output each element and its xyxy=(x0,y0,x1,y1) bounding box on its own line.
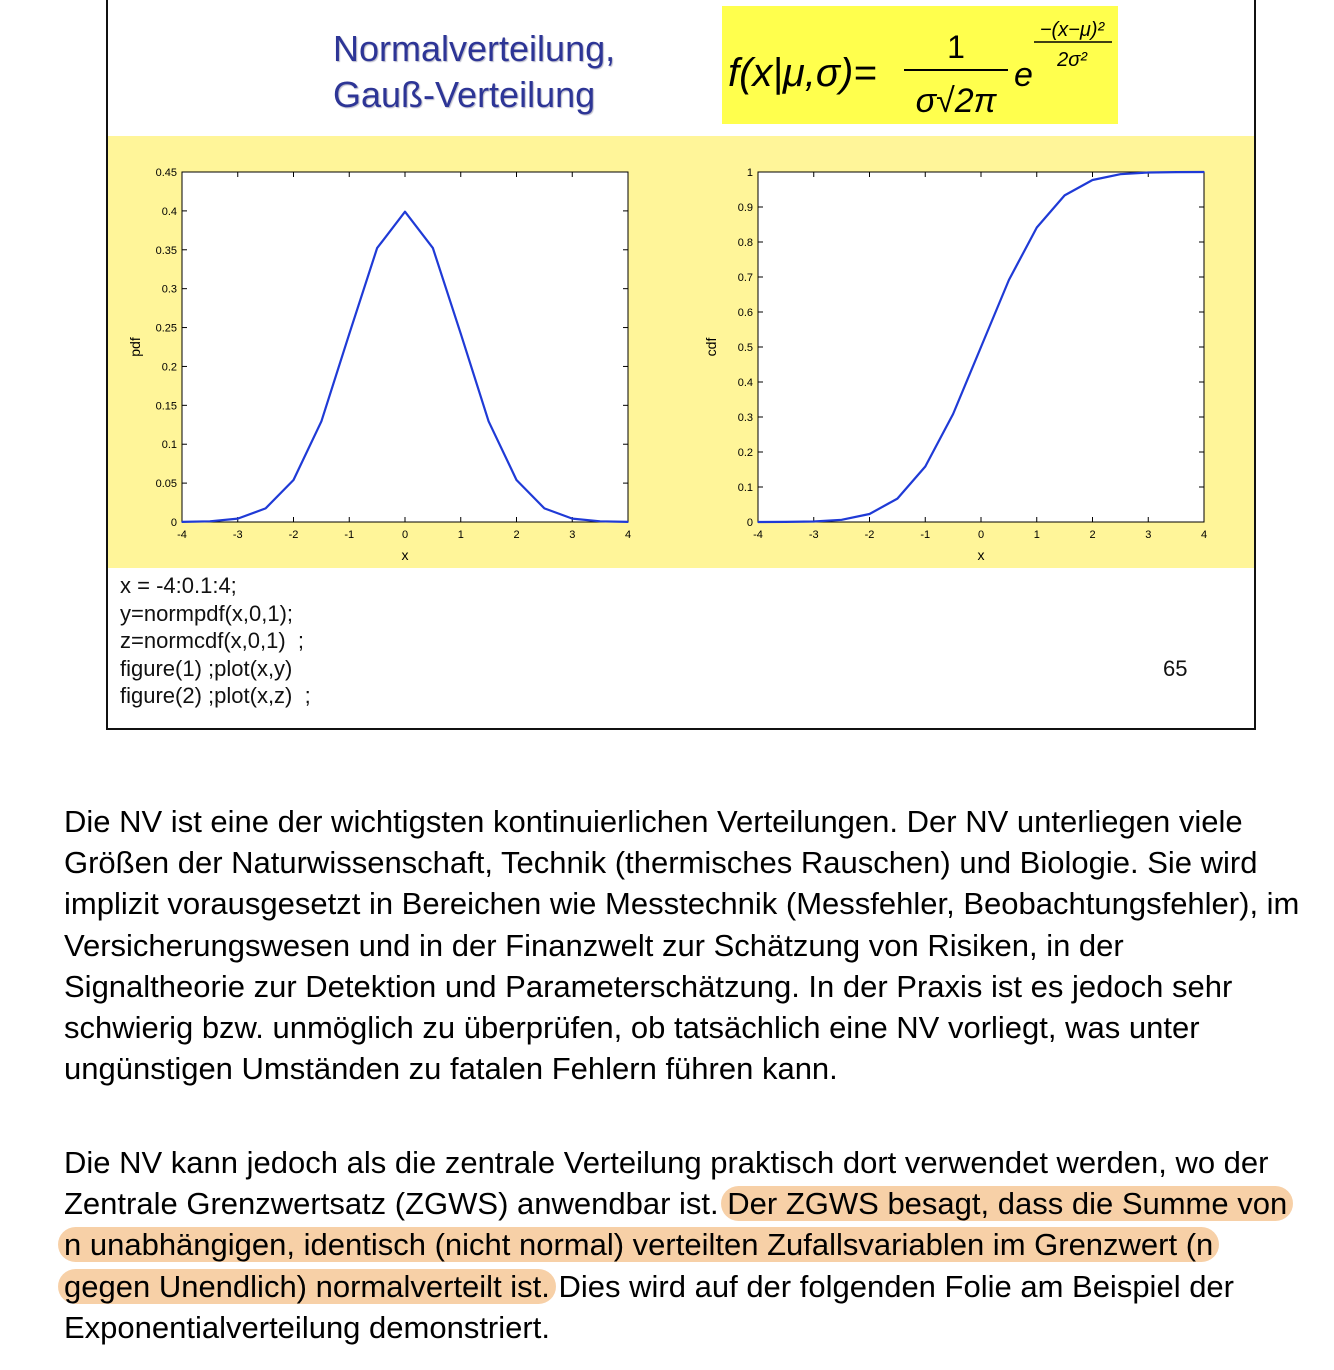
code-line: figure(1) ;plot(x,y) xyxy=(120,655,293,681)
formula-lhs: f(x|μ,σ)= xyxy=(728,51,877,95)
x-tick-label: -4 xyxy=(177,529,187,541)
y-tick-label: 0.1 xyxy=(737,482,753,494)
cdf-chart xyxy=(690,150,1230,570)
formula-box xyxy=(722,6,1118,124)
data-point xyxy=(571,518,573,520)
y-tick-label: 0.9 xyxy=(737,202,753,214)
x-tick-label: -1 xyxy=(920,529,931,541)
y-tick-label: 0.1 xyxy=(161,439,177,452)
y-tick-label: 0.8 xyxy=(737,237,753,249)
data-point xyxy=(488,420,490,422)
x-axis-label: x xyxy=(401,547,409,563)
data-point xyxy=(237,518,239,520)
code-line: y=normpdf(x,0,1); xyxy=(120,600,294,626)
x-tick-label: -3 xyxy=(808,529,819,541)
slide-title-line2: Gauß-Verteilung xyxy=(333,74,596,115)
x-tick-label: 1 xyxy=(457,529,464,541)
matlab-code xyxy=(120,572,311,710)
formula-exp-denominator: 2σ² xyxy=(1057,49,1087,71)
x-tick-label: -4 xyxy=(753,529,763,541)
formula-exp-numerator: −(x−μ)² xyxy=(1039,19,1105,41)
data-point xyxy=(599,521,601,523)
x-tick-label: 1 xyxy=(1033,529,1040,541)
x-tick-label: 0 xyxy=(977,529,985,541)
x-axis-label: x xyxy=(977,547,985,563)
page-number: 65 xyxy=(1163,656,1188,681)
data-point xyxy=(209,521,211,523)
y-tick-label: 0.35 xyxy=(155,244,177,257)
data-point xyxy=(1147,172,1149,174)
y-tick-label: 0.2 xyxy=(161,361,177,374)
data-point xyxy=(897,498,899,500)
y-axis-label: cdf xyxy=(703,337,719,357)
y-tick-label: 1 xyxy=(746,167,753,179)
x-tick-label: -2 xyxy=(288,529,299,541)
data-point xyxy=(841,519,843,521)
formula-base: e xyxy=(1014,56,1033,94)
x-tick-label: 0 xyxy=(401,529,409,541)
data-point xyxy=(813,521,815,523)
x-tick-label: 3 xyxy=(569,529,576,541)
y-tick-label: 0.4 xyxy=(737,377,753,389)
data-point xyxy=(348,333,350,335)
y-tick-label: 0.3 xyxy=(737,412,753,424)
y-tick-label: 0.4 xyxy=(161,205,177,218)
pdf-chart xyxy=(110,150,650,570)
code-line: figure(2) ;plot(x,z) ; xyxy=(120,683,311,708)
highlighted-text: Der ZGWS besagt, dass die Summe von n unabhängigen, identisch (nicht normal) verteilten Zufallsvariablen im Grenzwert (n gegen Unendlich) normalverteilt ist. xyxy=(58,1186,1293,1303)
x-tick-label: 2 xyxy=(1089,529,1096,541)
y-tick-label: 0.3 xyxy=(161,283,177,296)
x-tick-label: -3 xyxy=(232,529,243,541)
data-point xyxy=(1175,171,1177,173)
x-tick-label: 2 xyxy=(513,529,520,541)
x-tick-label: 3 xyxy=(1145,529,1152,541)
data-point xyxy=(516,479,518,481)
data-point xyxy=(1092,179,1094,181)
data-point xyxy=(1036,227,1038,229)
slide-title xyxy=(333,26,615,118)
y-tick-label: 0.6 xyxy=(737,307,753,319)
y-tick-label: 0 xyxy=(746,517,753,529)
x-tick-label: -1 xyxy=(344,529,355,541)
data-point xyxy=(785,521,787,523)
data-point xyxy=(757,521,759,523)
y-tick-label: 0.5 xyxy=(737,342,753,354)
code-line: x = -4:0.1:4; xyxy=(120,573,237,598)
y-tick-label: 0.7 xyxy=(737,272,753,284)
paragraph-2-text: Die NV kann jedoch als die zentrale Verteilung praktisch dort verwendet werden, wo der Zentrale Grenzwertsatz (ZGWS) anwendbar ist. xyxy=(64,1145,1269,1222)
normal-pdf-formula xyxy=(722,6,1118,124)
y-tick-label: 0 xyxy=(170,517,177,529)
formula-denominator: σ√2π xyxy=(915,82,997,120)
data-point xyxy=(321,420,323,422)
data-point xyxy=(980,346,982,348)
code-line: z=normcdf(x,0,1) ; xyxy=(120,628,305,653)
data-point xyxy=(432,247,434,249)
data-point xyxy=(627,521,629,523)
data-point xyxy=(1203,171,1205,173)
plot-area xyxy=(182,172,628,522)
y-tick-label: 0.25 xyxy=(155,322,177,335)
x-tick-label: 4 xyxy=(624,529,632,541)
paragraph-2-text-end: Dies wird auf der folgenden Folie am Beispiel der Exponentialverteilung demonstriert. xyxy=(64,1268,1234,1345)
data-point xyxy=(952,413,954,415)
y-tick-label: 0.15 xyxy=(155,400,177,413)
y-axis-label: pdf xyxy=(127,337,143,357)
x-tick-label: -2 xyxy=(864,529,875,541)
body-paragraph-1: Die NV ist eine der wichtigsten kontinuierlichen Verteilungen. Der NV unterliegen viele Größen der Naturwissenschaft, Technik (thermisches Rauschen) und Biologie. Sie wird implizit vorausgesetzt in Bereichen wie Messtechnik (Messfehler, Beobachtungsfehler), im Versicherungswesen und in der Finanzwelt zur Schätzung von Risiken, in der Signaltheorie zur Detektion und Parameterschätzung. In der Praxis ist es jedoch sehr schwierig bzw. unmöglich zu überprüfen, ob tatsächlich eine NV vorliegt, was unter ungünstigen Umständen zu fatalen Fehlern führen kann. xyxy=(64,804,1300,1087)
y-tick-label: 0.45 xyxy=(155,167,177,179)
y-tick-label: 0.2 xyxy=(737,447,753,459)
data-point xyxy=(1008,279,1010,281)
slide-title-line1: Normalverteilung, xyxy=(333,28,616,69)
data-point xyxy=(404,211,406,213)
data-point xyxy=(1064,195,1066,197)
formula-numerator: 1 xyxy=(947,29,965,65)
data-point xyxy=(869,513,871,515)
data-point xyxy=(376,247,378,249)
data-point xyxy=(293,479,295,481)
data-point xyxy=(181,521,183,523)
data-point xyxy=(460,333,462,335)
data-point xyxy=(1120,173,1122,175)
data-point xyxy=(265,508,267,510)
y-tick-label: 0.05 xyxy=(155,478,177,491)
data-point xyxy=(544,508,546,510)
x-tick-label: 4 xyxy=(1200,529,1208,541)
body-paragraph-2 xyxy=(64,1142,1304,1348)
data-point xyxy=(924,466,926,468)
